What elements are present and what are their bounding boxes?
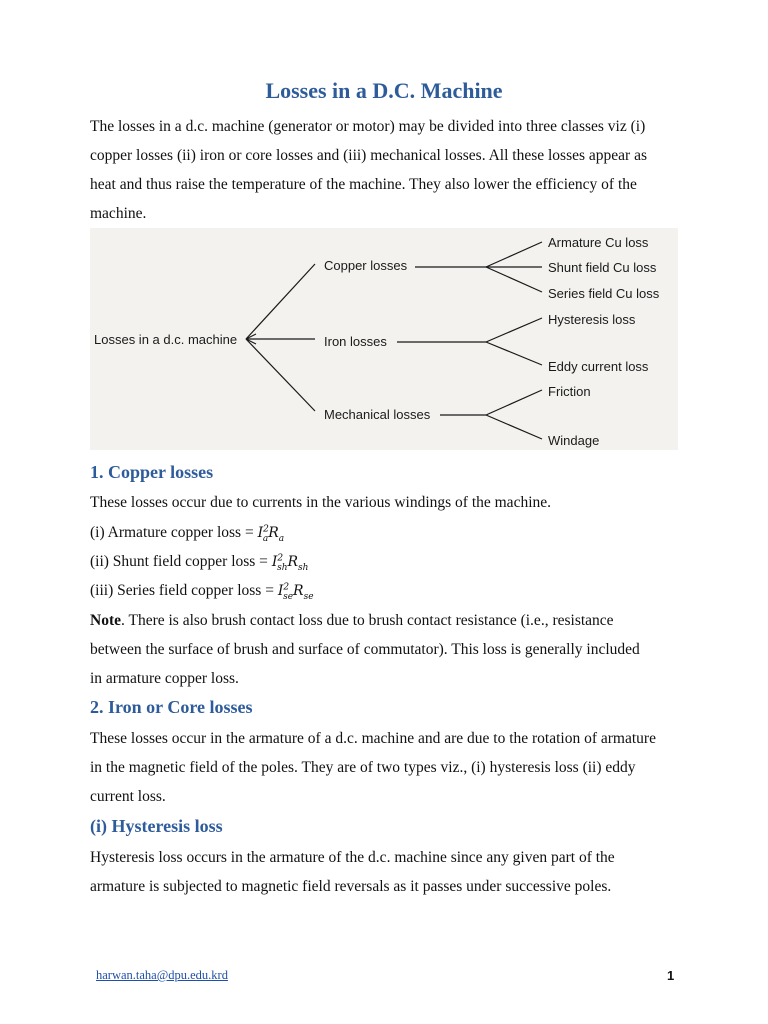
intro-line: heat and thus raise the temperature of the machine. They also lower the efficiency of the (90, 176, 637, 193)
formula-shunt (90, 553, 308, 573)
footer-email-link[interactable]: harwan.taha@dpu.edu.krd (96, 968, 228, 982)
diagram-leaf-armature: Armature Cu loss (548, 235, 649, 250)
section2-line: current loss. (90, 788, 166, 805)
section-heading-copper: 1. Copper losses (90, 462, 214, 482)
diagram-branch-copper: Copper losses (324, 258, 408, 273)
diagram-leaf-friction: Friction (548, 384, 591, 399)
intro-line: machine. (90, 205, 147, 222)
note-label: Note (90, 612, 121, 629)
diagram-leaf-eddy: Eddy current loss (548, 359, 649, 374)
formula-label: (iii) Series field copper loss = (90, 582, 278, 599)
diagram-leaf-shunt: Shunt field Cu loss (548, 260, 657, 275)
losses-tree-svg (90, 228, 678, 450)
formula-math: $I^2_{sh}R_{sh}$ (271, 553, 309, 573)
note-line: in armature copper loss. (90, 670, 239, 687)
diagram-leaf-hysteresis: Hysteresis loss (548, 312, 636, 327)
page-title: Losses in a D.C. Machine (265, 78, 503, 103)
formula-armature (90, 524, 284, 544)
section3-line: armature is subjected to magnetic field reversals as it passes under successive poles. (90, 878, 612, 895)
section2-line: These losses occur in the armature of a d.c. machine and are due to the rotation of armature (90, 730, 656, 747)
formula-label: (i) Armature copper loss = (90, 524, 258, 541)
section2-line: in the magnetic field of the poles. They are of two types viz., (i) hysteresis loss (ii) eddy (90, 759, 636, 776)
formula-label: (ii) Shunt field copper loss = (90, 553, 272, 570)
section3-line: Hysteresis loss occurs in the armature of the d.c. machine since any given part of the (90, 849, 615, 866)
intro-line: copper losses (ii) iron or core losses and (iii) mechanical losses. All these losses appear as (90, 147, 647, 164)
losses-tree-diagram (90, 228, 678, 450)
diagram-branch-iron: Iron losses (324, 334, 387, 349)
section1-desc: These losses occur due to currents in the various windings of the machine. (90, 494, 552, 511)
section-heading-hysteresis: (i) Hysteresis loss (90, 816, 223, 836)
note-line: between the surface of brush and surface of commutator). This loss is generally included (90, 641, 640, 658)
diagram-branch-mechanical: Mechanical losses (324, 407, 431, 422)
intro-line: The losses in a d.c. machine (generator or motor) may be divided into three classes viz (i) (90, 118, 646, 135)
page-number: 1 (667, 968, 675, 983)
formula-math: $I^2_aR_a$ (257, 524, 285, 544)
section-heading-iron: 2. Iron or Core losses (90, 697, 253, 717)
formula-math: $I^2_{se}R_{se}$ (277, 582, 314, 602)
note-line: Note. There is also brush contact loss due to brush contact resistance (i.e., resistance (90, 612, 614, 629)
formula-series (90, 582, 314, 602)
diagram-leaf-series: Series field Cu loss (548, 286, 660, 301)
diagram-leaf-windage: Windage (548, 433, 600, 448)
diagram-root-label: Losses in a d.c. machine (94, 332, 238, 347)
